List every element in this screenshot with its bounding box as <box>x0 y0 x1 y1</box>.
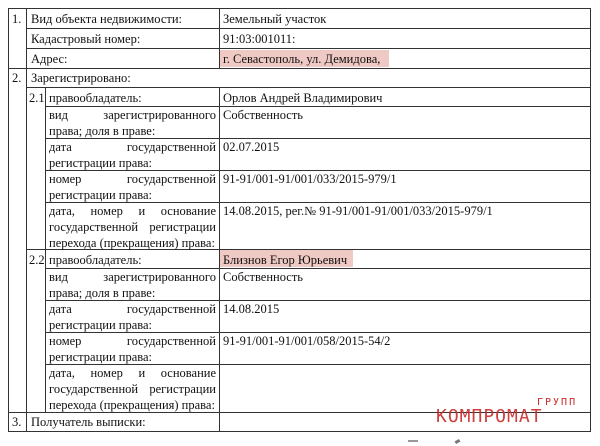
sub2-holder-value: Близнов Егор Юрьевич <box>223 253 348 267</box>
row-line <box>26 48 591 49</box>
sub1-reg-date-value: 02.07.2015 <box>223 140 280 154</box>
table-border-left <box>8 8 9 432</box>
watermark-logo-text: КОМПРОМАТ <box>436 406 543 427</box>
section3-number: 3. <box>12 415 22 429</box>
object-type-value: Земельный участок <box>223 12 327 26</box>
table-border-bottom <box>8 431 591 432</box>
bottom-mark <box>455 439 461 444</box>
sub1-holder-value: Орлов Андрей Владимирович <box>223 91 383 105</box>
sub1-right-type-label: вид зарегистрированного права; доля в праве: <box>49 108 216 138</box>
sub1-reg-number-value: 91-91/001-91/001/033/2015-979/1 <box>223 172 397 186</box>
section2-title: Зарегистрировано: <box>31 71 131 85</box>
sub1-holder-label: правообладатель: <box>49 91 142 105</box>
sub2-right-type-value: Собственность <box>223 270 303 284</box>
sub1-termination-label: дата, номер и основание государственной регистрации перехода (прекращения) права: <box>49 204 216 250</box>
table-border-top <box>8 8 591 9</box>
bottom-mark <box>408 440 418 442</box>
cadastral-number-label: Кадастровый номер: <box>31 32 141 46</box>
sub2-holder-label: правообладатель: <box>49 253 142 267</box>
address-label: Адрес: <box>31 52 68 66</box>
watermark-small-text: ГРУПП <box>537 397 578 408</box>
number-column-divider <box>26 8 27 432</box>
table-border-right <box>590 8 591 432</box>
sub2-number: 2.2 <box>29 253 45 267</box>
row-line <box>26 28 591 29</box>
sub1-number: 2.1 <box>29 91 45 105</box>
row-line <box>26 87 591 88</box>
object-type-label: Вид объекта недвижимости: <box>31 12 183 26</box>
sub2-reg-date-value: 14.08.2015 <box>223 302 280 316</box>
sub1-reg-date-label: дата государственной регистрации права: <box>49 140 216 170</box>
sub2-reg-number-label: номер государственной регистрации права: <box>49 334 216 364</box>
label-value-divider-section3 <box>219 412 220 432</box>
section2-number: 2. <box>12 71 22 85</box>
sub2-right-type-label: вид зарегистрированного права; доля в праве: <box>49 270 216 300</box>
section3-title: Получатель выписки: <box>31 415 146 429</box>
sub2-reg-date-label: дата государственной регистрации права: <box>49 302 216 332</box>
sub2-termination-label: дата, номер и основание государственной регистрации перехода (прекращения) права: <box>49 366 216 412</box>
sub2-reg-number-value: 91-91/001-91/001/058/2015-54/2 <box>223 334 391 348</box>
sub1-reg-number-label: номер государственной регистрации права: <box>49 172 216 202</box>
address-value: г. Севастополь, ул. Демидова, <box>223 52 381 66</box>
sub1-termination-value: 14.08.2015, рег.№ 91-91/001-91/001/033/2015-979/1 <box>223 204 493 218</box>
section-line <box>8 68 591 69</box>
cadastral-number-value: 91:03:001011: <box>223 32 296 46</box>
label-value-divider-section1 <box>219 8 220 68</box>
sub1-right-type-value: Собственность <box>223 108 303 122</box>
section1-number: 1. <box>12 12 22 26</box>
